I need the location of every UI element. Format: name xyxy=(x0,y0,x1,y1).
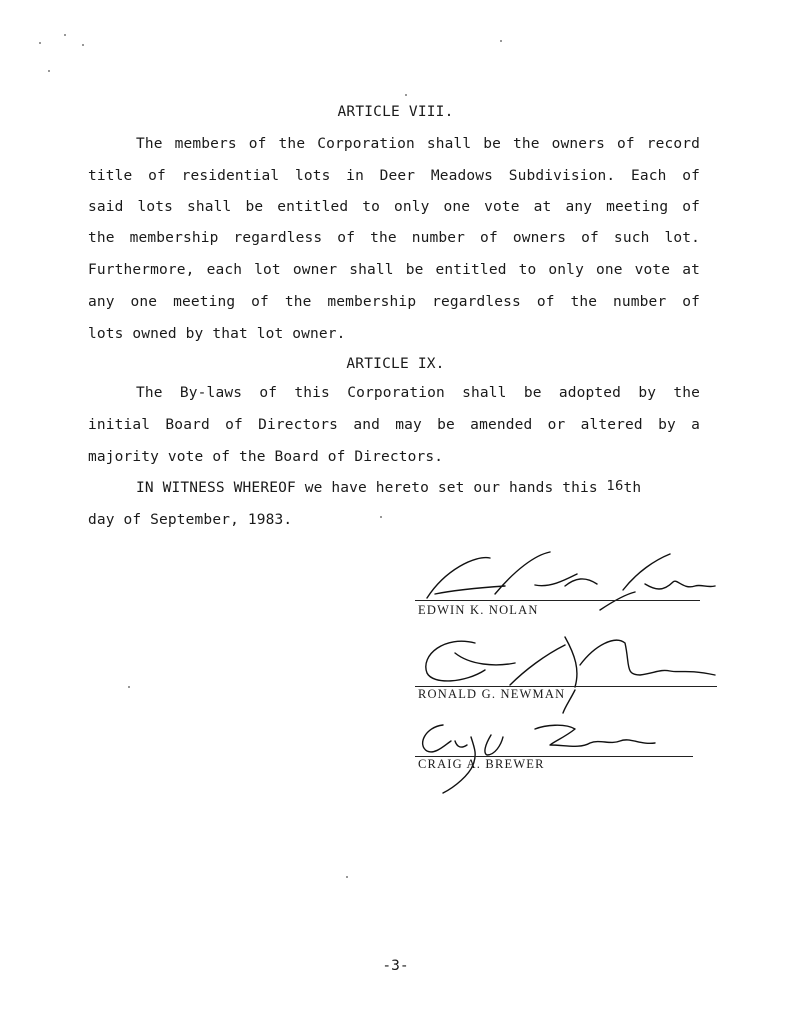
scan-speck xyxy=(405,94,407,96)
signature-block-brewer xyxy=(415,715,725,805)
scan-speck xyxy=(82,44,84,46)
article-viii-heading: ARTICLE VIII. xyxy=(337,104,454,120)
scan-speck xyxy=(128,686,130,688)
witness-line-1 xyxy=(136,480,700,496)
scan-speck xyxy=(346,876,348,878)
signature-name-nolan: EDWIN K. NOLAN xyxy=(418,603,539,617)
article-viii-line-1: The members of the Corporation shall be the owners of record xyxy=(136,136,700,152)
article-ix-line-3: majority vote of the Board of Directors. xyxy=(88,449,444,465)
scan-speck xyxy=(380,516,382,518)
witness-text: IN WITNESS WHEREOF we have hereto set our hands this xyxy=(136,480,607,496)
article-ix-heading: ARTICLE IX. xyxy=(346,356,445,372)
signature-block-nolan xyxy=(415,550,725,620)
article-viii-line-3: said lots shall be entitled to only one vote at any meeting of xyxy=(88,199,700,215)
page-number: -3- xyxy=(382,958,409,974)
article-ix-line-1: The By-laws of this Corporation shall be adopted by the xyxy=(136,385,700,401)
article-viii-line-4: the membership regardless of the number of owners of such lot. xyxy=(88,230,700,246)
article-viii-line-6: any one meeting of the membership regardless of the number of xyxy=(88,294,700,310)
signature-name-brewer: CRAIG A. BREWER xyxy=(418,757,545,771)
witness-date-handwritten: 16 xyxy=(606,479,624,494)
signature-line-nolan xyxy=(415,600,700,601)
article-viii-line-7: lots owned by that lot owner. xyxy=(88,326,346,342)
witness-line-2: day of September, 1983. xyxy=(88,512,293,528)
scan-speck xyxy=(48,70,50,72)
article-viii-line-2: title of residential lots in Deer Meadows Subdivision. Each of xyxy=(88,168,700,184)
witness-date-suffix: th xyxy=(623,480,642,496)
article-ix-line-2: initial Board of Directors and may be amended or altered by a xyxy=(88,417,700,433)
scan-speck xyxy=(39,42,41,44)
signature-name-newman: RONALD G. NEWMAN xyxy=(418,687,566,701)
article-viii-line-5: Furthermore, each lot owner shall be entitled to only one vote at xyxy=(88,262,700,278)
scan-speck xyxy=(64,34,66,36)
signature-block-newman xyxy=(415,625,725,710)
scan-speck xyxy=(500,40,502,42)
